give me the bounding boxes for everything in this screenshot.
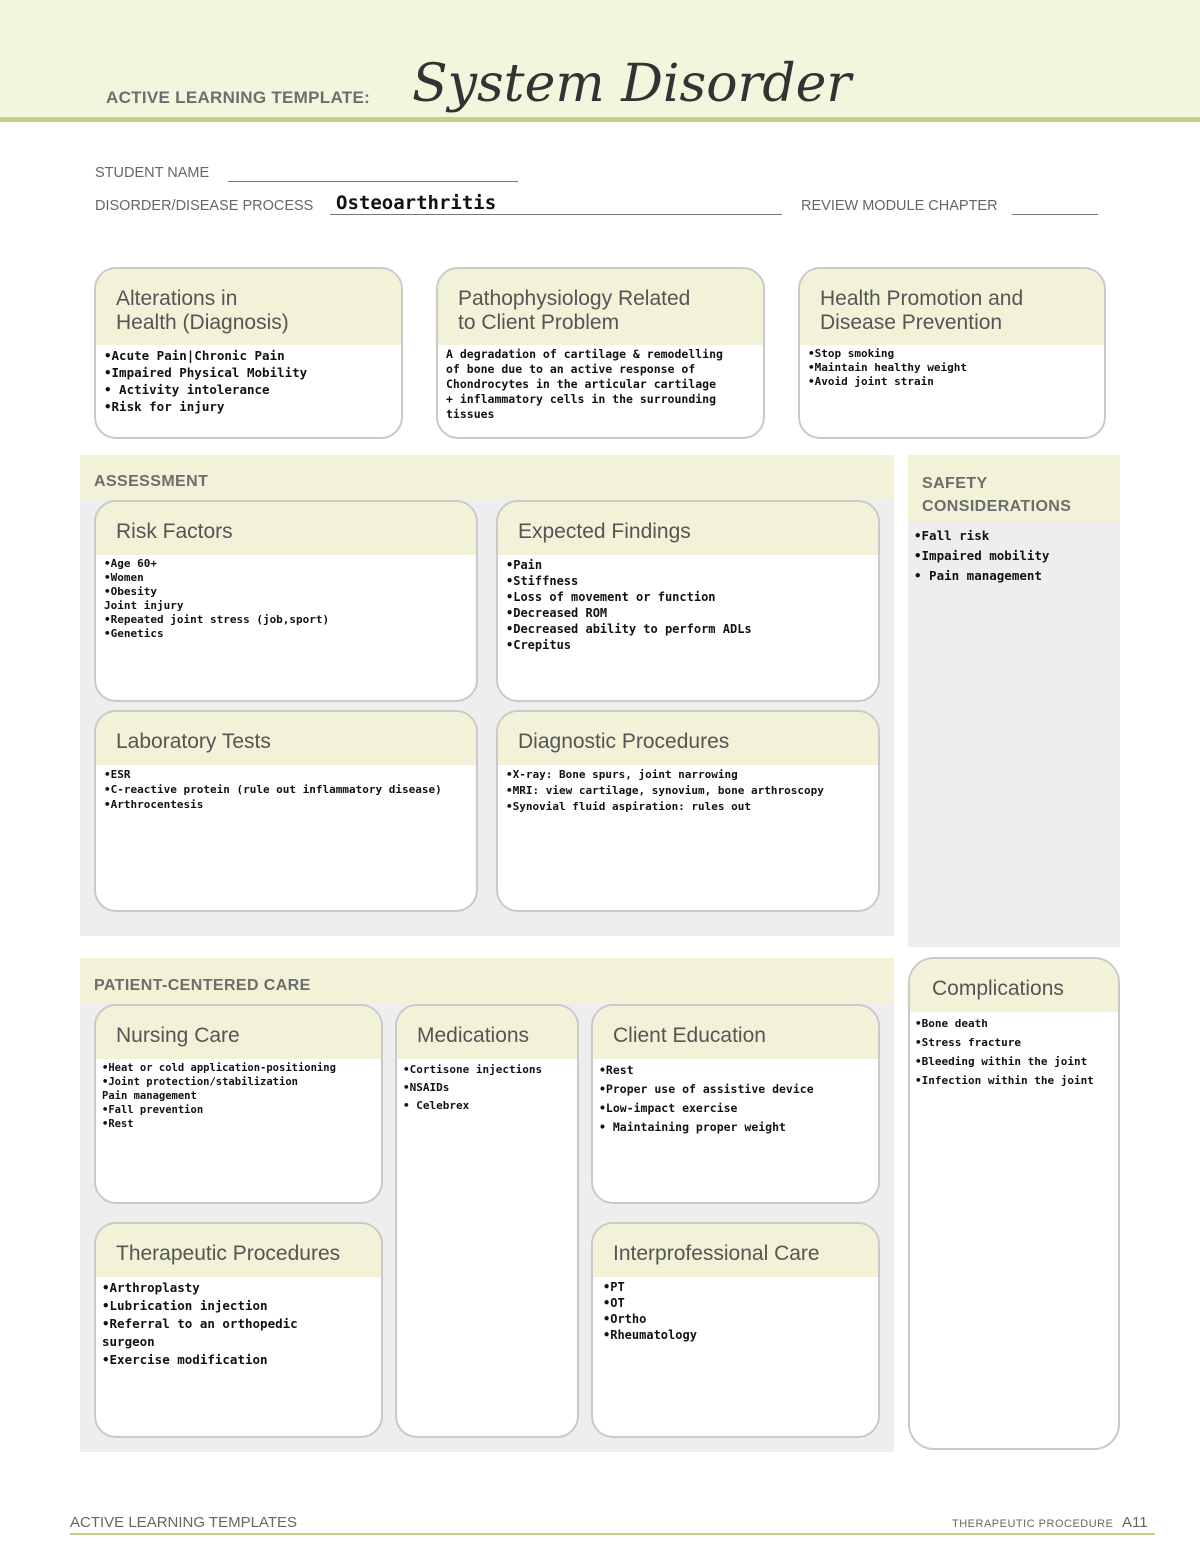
- client-education-content: [593, 1059, 878, 1137]
- student-name-field[interactable]: [228, 181, 518, 182]
- health-promotion-item: •Maintain healthy weight: [808, 361, 967, 374]
- laboratory-test-item: •ESR: [104, 768, 131, 781]
- student-name-label: STUDENT NAME: [95, 165, 210, 181]
- patient-care-label: PATIENT-CENTERED CARE: [94, 977, 311, 994]
- expected-finding-item: •Decreased ability to perform ADLs: [506, 622, 752, 636]
- safety-content: [914, 526, 1049, 586]
- template-label: ACTIVE LEARNING TEMPLATE:: [106, 88, 371, 107]
- interprofessional-care-card: [591, 1222, 880, 1438]
- risk-factor-item: •Women: [104, 571, 144, 584]
- pathophysiology-header: [438, 269, 763, 345]
- expected-finding-item: •Crepitus: [506, 638, 572, 652]
- laboratory-test-item: •Arthrocentesis: [104, 798, 204, 811]
- diagnostic-procedures-card: [496, 710, 880, 912]
- pathophysiology-card: [436, 267, 765, 439]
- medications-content: [397, 1059, 577, 1115]
- complication-item: •Bleeding within the joint: [915, 1055, 1088, 1068]
- alterations-item: • Activity intolerance: [104, 382, 270, 397]
- pathophysiology-line: tissues: [446, 407, 495, 421]
- alterations-item: •Acute Pain|Chronic Pain: [104, 348, 285, 363]
- diagnostic-procedures-header: Diagnostic Procedures: [498, 712, 878, 765]
- alterations-content: [96, 345, 401, 415]
- health-promotion-item: •Stop smoking: [808, 347, 895, 360]
- laboratory-tests-card: [94, 710, 478, 912]
- laboratory-test-item: •C-reactive protein (rule out inflammatory disease): [104, 783, 442, 796]
- risk-factors-content: [96, 555, 476, 641]
- pathophysiology-title-line1: Pathophysiology Related: [458, 287, 691, 310]
- complication-item: •Stress fracture: [915, 1036, 1021, 1049]
- nursing-care-header: Nursing Care: [96, 1006, 381, 1059]
- therapeutic-procedure-item: •Referral to an orthopedic: [102, 1316, 298, 1331]
- interprofessional-item: •Rheumatology: [603, 1328, 697, 1342]
- disease-process-field[interactable]: [330, 214, 782, 215]
- health-promotion-content: [800, 345, 1104, 389]
- interprofessional-care-header: Interprofessional Care: [593, 1224, 878, 1277]
- medications-header: Medications: [397, 1006, 577, 1059]
- health-promotion-title-line1: Health Promotion and: [820, 287, 1024, 310]
- assessment-label: ASSESSMENT: [94, 473, 209, 490]
- client-education-item: •Rest: [599, 1063, 634, 1077]
- diagnostic-procedure-item: •X-ray: Bone spurs, joint narrowing: [506, 768, 738, 781]
- client-education-item: • Maintaining proper weight: [599, 1120, 786, 1134]
- risk-factors-header: Risk Factors: [96, 502, 476, 555]
- review-module-label: REVIEW MODULE CHAPTER: [801, 198, 998, 214]
- interprofessional-item: •Ortho: [603, 1312, 647, 1326]
- expected-findings-header: Expected Findings: [498, 502, 878, 555]
- safety-item: •Impaired mobility: [914, 548, 1050, 563]
- nursing-care-card: [94, 1004, 383, 1204]
- health-promotion-item: •Avoid joint strain: [808, 375, 934, 388]
- alterations-card: [94, 267, 403, 439]
- expected-findings-card: [496, 500, 880, 702]
- therapeutic-procedures-card: [94, 1222, 383, 1438]
- review-module-field[interactable]: [1012, 214, 1098, 215]
- risk-factor-item: Joint injury: [104, 599, 184, 612]
- interprofessional-item: •OT: [603, 1296, 625, 1310]
- client-education-item: •Proper use of assistive device: [599, 1082, 814, 1096]
- medication-item: •Cortisone injections: [403, 1063, 543, 1076]
- footer-section: THERAPEUTIC PROCEDURE: [952, 1518, 1114, 1530]
- pathophysiology-line: of bone due to an active response of: [446, 362, 696, 376]
- risk-factor-item: •Genetics: [104, 627, 164, 640]
- medication-item: •NSAIDs: [403, 1081, 450, 1094]
- safety-item: • Pain management: [914, 568, 1042, 583]
- alterations-item: •Risk for injury: [104, 399, 225, 414]
- interprofessional-care-content: [593, 1277, 878, 1343]
- alterations-item: •Impaired Physical Mobility: [104, 365, 308, 380]
- risk-factor-item: •Repeated joint stress (job,sport): [104, 613, 330, 626]
- health-promotion-card: [798, 267, 1106, 439]
- pathophysiology-line: A degradation of cartilage & remodelling: [446, 347, 723, 361]
- footer-title: ACTIVE LEARNING TEMPLATES: [70, 1514, 297, 1531]
- alterations-header: [96, 269, 401, 345]
- complications-card: [908, 957, 1120, 1450]
- expected-finding-item: •Decreased ROM: [506, 606, 608, 620]
- risk-factor-item: •Age 60+: [104, 557, 157, 570]
- footer-divider: [70, 1533, 1155, 1535]
- laboratory-tests-content: [96, 765, 476, 812]
- medications-card: [395, 1004, 579, 1438]
- nursing-care-item: Pain management: [102, 1090, 197, 1102]
- expected-finding-item: •Stiffness: [506, 574, 579, 588]
- complication-item: •Bone death: [915, 1017, 988, 1030]
- pathophysiology-title-line2: to Client Problem: [458, 311, 620, 334]
- client-education-item: •Low-impact exercise: [599, 1101, 738, 1115]
- therapeutic-procedure-item: •Exercise modification: [102, 1352, 268, 1367]
- safety-label: [922, 472, 1071, 518]
- pathophysiology-line: + inflammatory cells in the surrounding: [446, 392, 717, 406]
- therapeutic-procedures-content: [96, 1277, 381, 1369]
- nursing-care-item: •Joint protection/stabilization: [102, 1076, 298, 1088]
- disease-process-value: Osteoarthritis: [336, 192, 497, 214]
- alterations-title-line1: Alterations in: [116, 287, 238, 310]
- client-education-header: Client Education: [593, 1006, 878, 1059]
- risk-factor-item: •Obesity: [104, 585, 157, 598]
- page-title: System Disorder: [412, 54, 852, 114]
- diagnostic-procedure-item: •MRI: view cartilage, synovium, bone arthroscopy: [506, 784, 824, 797]
- therapeutic-procedure-item: surgeon: [102, 1334, 155, 1349]
- expected-finding-item: •Loss of movement or function: [506, 590, 716, 604]
- client-education-card: [591, 1004, 880, 1204]
- diagnostic-procedures-content: [498, 765, 878, 815]
- nursing-care-item: •Fall prevention: [102, 1104, 204, 1116]
- therapeutic-procedures-header: Therapeutic Procedures: [96, 1224, 381, 1277]
- safety-label-line1: SAFETY: [922, 475, 988, 492]
- expected-finding-item: •Pain: [506, 558, 543, 572]
- complication-item: •Infection within the joint: [915, 1074, 1094, 1087]
- nursing-care-item: •Heat or cold application-positioning: [102, 1062, 336, 1074]
- laboratory-tests-header: Laboratory Tests: [96, 712, 476, 765]
- interprofessional-item: •PT: [603, 1280, 625, 1294]
- diagnostic-procedure-item: •Synovial fluid aspiration: rules out: [506, 800, 752, 813]
- therapeutic-procedure-item: •Arthroplasty: [102, 1280, 200, 1295]
- complications-header: Complications: [910, 959, 1118, 1012]
- expected-findings-content: [498, 555, 878, 653]
- complications-content: [910, 1012, 1118, 1090]
- safety-item: •Fall risk: [914, 528, 990, 543]
- pathophysiology-content: [438, 345, 763, 422]
- safety-label-line2: CONSIDERATIONS: [922, 498, 1072, 515]
- nursing-care-content: [96, 1059, 381, 1131]
- health-promotion-title-line2: Disease Prevention: [820, 311, 1003, 334]
- health-promotion-header: [800, 269, 1104, 345]
- medication-item: • Celebrex: [403, 1099, 470, 1112]
- therapeutic-procedure-item: •Lubrication injection: [102, 1298, 268, 1313]
- footer-page-code: A11: [1122, 1514, 1148, 1531]
- alterations-title-line2: Health (Diagnosis): [116, 311, 289, 334]
- pathophysiology-line: Chondrocytes in the articular cartilage: [446, 377, 717, 391]
- disease-process-label: DISORDER/DISEASE PROCESS: [95, 198, 314, 214]
- risk-factors-card: [94, 500, 478, 702]
- nursing-care-item: •Rest: [102, 1118, 134, 1130]
